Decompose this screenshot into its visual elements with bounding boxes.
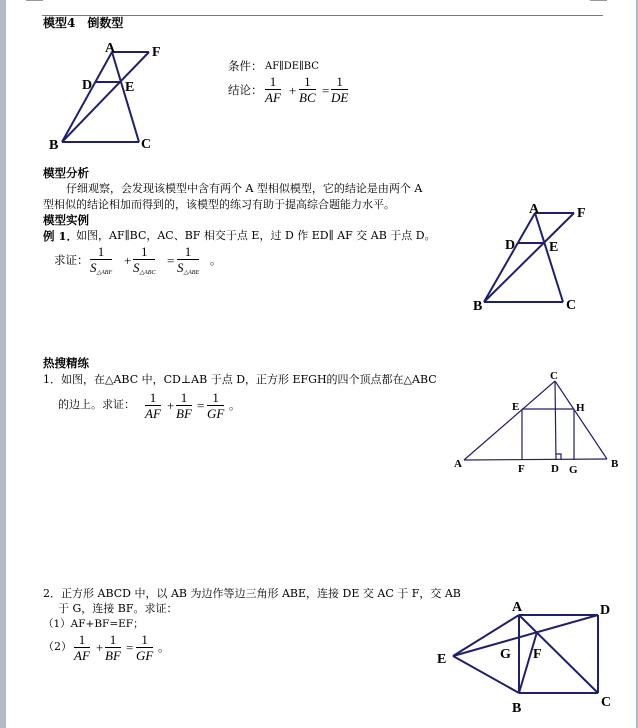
equals-sign: = — [322, 83, 330, 98]
geometry-segment — [555, 381, 607, 459]
equals-sign: = — [197, 398, 205, 413]
label-B: B — [473, 299, 483, 314]
q1-line-2: 的边上。求证： — [58, 398, 135, 411]
q2-term-2: 1 BF — [105, 632, 121, 663]
geometry-segment — [453, 615, 598, 656]
label-B: B — [512, 701, 522, 716]
conclusion-term-3: 1 DE — [331, 74, 349, 105]
label-B: B — [611, 458, 619, 470]
q2-line-1: 2．正方形 ABCD 中，以 AB 为边作等边三角形 ABE，连接 DE 交 AC 于 F，交 AB — [43, 587, 461, 600]
label-F: F — [518, 463, 525, 475]
geometry-segment — [519, 632, 537, 693]
margin-corner-mark — [590, 0, 607, 1]
q2-part-2-label: （2） — [43, 640, 72, 653]
example-label: 例 1． — [43, 229, 79, 243]
label-H: H — [576, 402, 585, 414]
plus-sign: + — [289, 83, 297, 98]
analysis-line-2: 型相似的结论相加而得到的，该模型的练习有助于提高综合题能力水平。 — [43, 198, 395, 211]
geometry-segment — [62, 52, 149, 142]
analysis-line-1: 仔细观察，会发现该模型中含有两个 A 型相似模型，它的结论是由两个 A — [66, 182, 423, 195]
example-text: 如图，AF∥BC，AC、BF 相交于点 E，过 D 作 ED∥ AF 交 AB 于点 D。 — [76, 229, 436, 242]
condition-value: AF∥DE∥BC — [265, 61, 319, 72]
geometry-segment — [112, 52, 139, 142]
plus-sign: + — [167, 398, 175, 413]
label-C: C — [566, 298, 577, 313]
example-heading: 模型实例 — [43, 213, 89, 227]
page-title: 模型4 倒数型 — [43, 16, 124, 30]
geometry-segment — [556, 454, 561, 460]
geometry-segment — [453, 615, 519, 656]
q1-term-1: 1 AF — [145, 390, 161, 421]
label-C: C — [141, 137, 152, 152]
equals-sign: = — [167, 253, 175, 268]
condition-label: 条件： — [228, 59, 263, 73]
plus-sign: + — [96, 640, 104, 655]
q2-part-1: （1）AF+BF=EF； — [43, 618, 144, 630]
example-term-2: 1 $S_{\triangle ABC}$ — [133, 244, 156, 276]
q2-line-2: 于 G，连接 BF。求证： — [58, 602, 178, 615]
practice-heading: 热搜精练 — [43, 356, 89, 370]
label-F: F — [533, 647, 542, 662]
geometry-segment — [62, 52, 112, 142]
example-term-1: 1 $S_{\triangle ABF}$ — [90, 244, 113, 276]
geometry-segment — [555, 381, 556, 460]
analysis-heading: 模型分析 — [43, 166, 89, 180]
label-C: C — [550, 370, 558, 382]
label-D: D — [600, 603, 611, 618]
label-B: B — [49, 138, 59, 153]
label-C: C — [601, 695, 612, 710]
header-rule — [42, 15, 603, 16]
conclusion-term-1: 1 AF — [265, 74, 281, 105]
label-A: A — [529, 202, 540, 217]
page-left-margin-bar — [0, 0, 6, 728]
label-E: E — [512, 401, 520, 413]
geometry-segment — [535, 213, 563, 302]
label-F: F — [577, 206, 586, 221]
label-A: A — [512, 600, 523, 615]
example-prove-label: 求证： — [54, 253, 89, 267]
plus-sign: + — [124, 253, 132, 268]
label-D: D — [82, 78, 93, 93]
label-D: D — [505, 238, 516, 253]
geometry-segment — [453, 656, 519, 693]
equals-sign: = — [126, 640, 134, 655]
period: 。 — [210, 253, 222, 267]
geometry-segment — [484, 213, 535, 302]
period: 。 — [229, 398, 241, 412]
geometry-segment — [484, 213, 574, 302]
label-E: E — [549, 240, 559, 255]
geometry-segment — [519, 615, 598, 693]
label-E: E — [437, 652, 447, 667]
label-D: D — [551, 463, 559, 475]
label-E: E — [125, 80, 135, 95]
geometry-segment — [464, 459, 607, 460]
label-A: A — [105, 41, 116, 56]
example-term-3: 1 $S_{\triangle ABE}$ — [177, 244, 200, 276]
q2-term-1: 1 AF — [74, 632, 90, 663]
conclusion-label: 结论： — [228, 83, 263, 97]
q1-term-2: 1 BF — [176, 390, 192, 421]
q1-term-3: 1 GF — [207, 390, 225, 421]
period: 。 — [158, 640, 170, 654]
conclusion-term-2: 1 BC — [299, 74, 316, 105]
label-G: G — [500, 647, 511, 662]
label-G: G — [569, 464, 578, 476]
q2-term-3: 1 GF — [136, 632, 154, 663]
q1-line-1: 1．如图，在△ABC 中，CD⊥AB 于点 D，正方形 EFGH的四个顶点都在△ABC — [43, 373, 437, 386]
geometry-segment — [464, 381, 555, 460]
margin-corner-mark — [26, 0, 43, 1]
label-A: A — [454, 458, 462, 470]
label-F: F — [152, 45, 161, 60]
